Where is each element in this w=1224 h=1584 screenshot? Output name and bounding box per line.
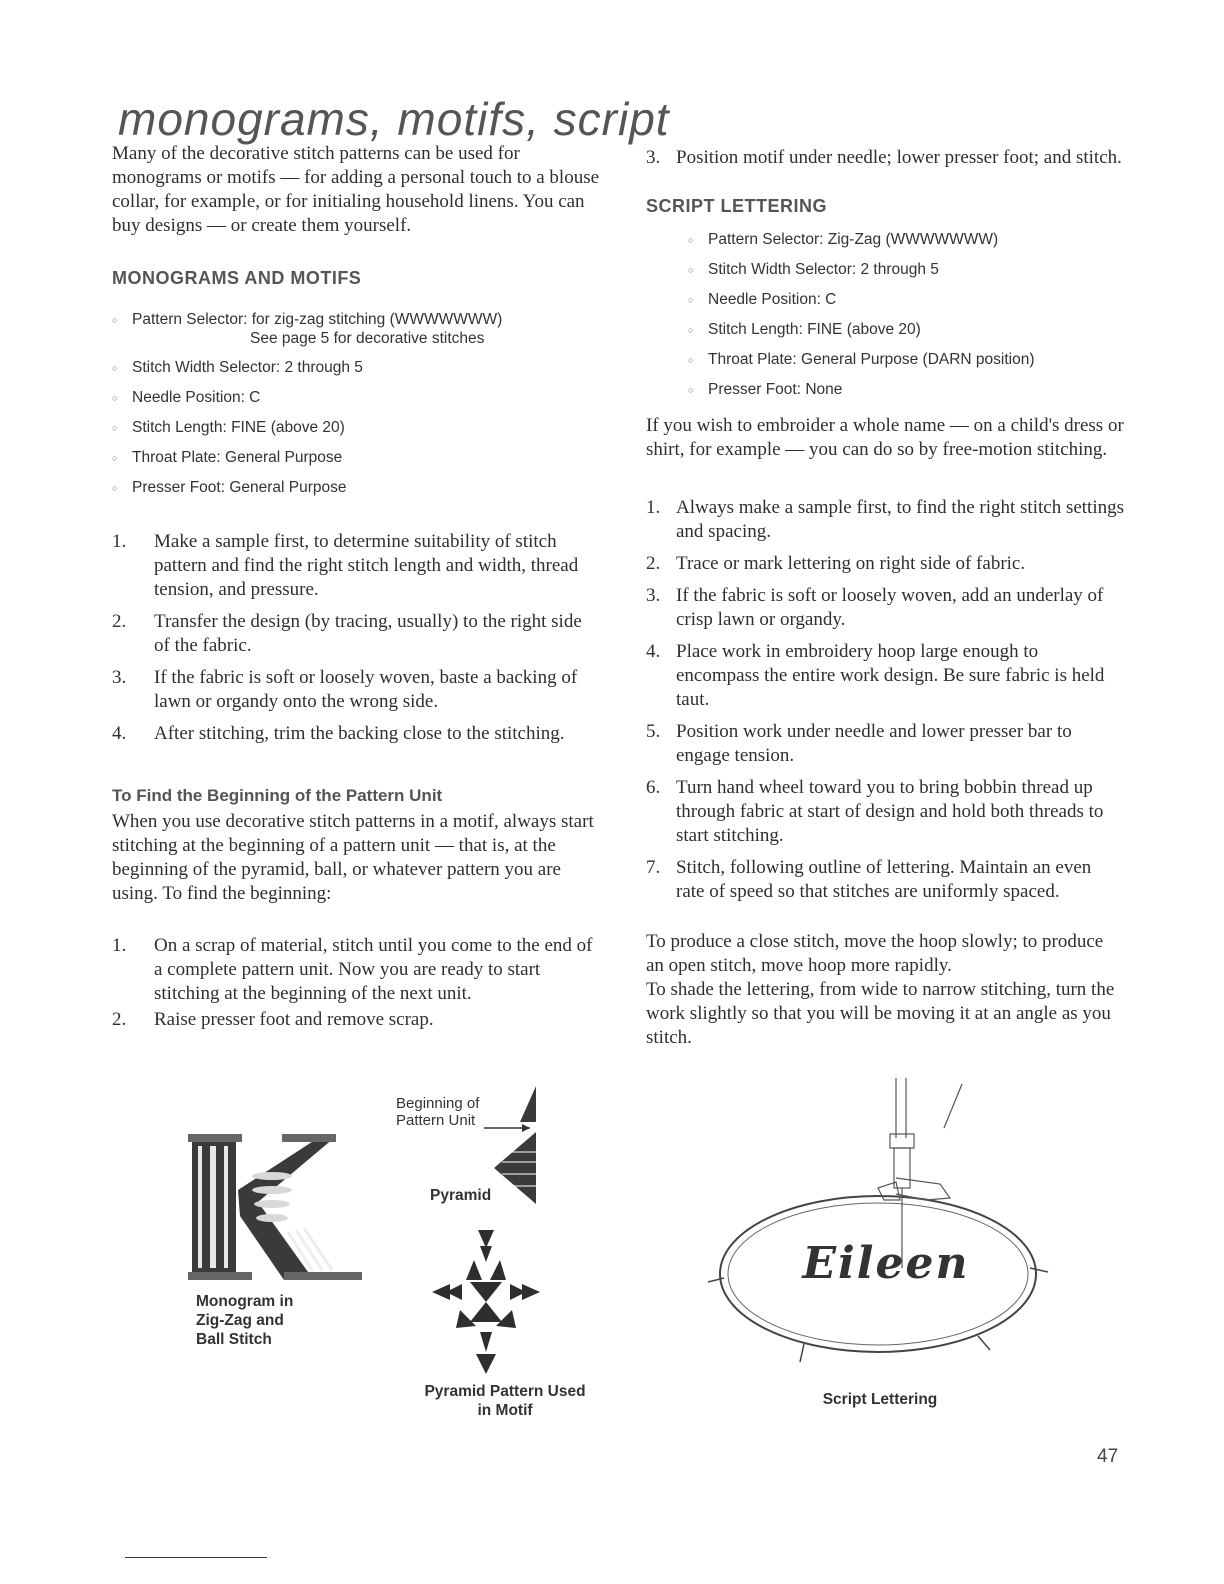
step-item: 1. Make a sample first, to determine suitability of stitch pattern and find the right stitch length and width, thread tension, and pressure. — [112, 531, 579, 600]
left-intro: Many of the decorative stitch patterns can be used for monograms or motifs — for adding a personal touch to a blouse collar, for example, or for initialing household linens. You can buy designs — or create them yourself. — [112, 143, 600, 236]
setting-item: ○ Presser Foot: None — [688, 380, 1118, 410]
step-item: 1. On a scrap of material, stitch until you come to the end of a complete pattern unit. Now you are ready to start stitching at the beginning of the next unit. — [112, 935, 593, 1004]
step-item: 3. If the fabric is soft or loosely woven, add an underlay of crisp lawn or organdy. — [646, 585, 1104, 630]
motif-step-3 — [646, 146, 1124, 178]
script-closing-2: To shade the lettering, from wide to narrow stitching, turn the work slightly so that you will be moving it at an angle as you stitch. — [646, 979, 1115, 1048]
script-closing-1: To produce a close stitch, move the hoop slowly; to produce an open stitch, move hoop more rapidly. — [646, 931, 1104, 976]
step-item: 2. Raise presser foot and remove scrap. — [112, 1009, 434, 1030]
setting-item: ○ Stitch Width Selector: 2 through 5 — [688, 260, 1118, 290]
pattern-unit-subheading: To Find the Beginning of the Pattern Unit — [112, 786, 443, 805]
step-item: 5. Position work under needle and lower presser bar to engage tension. — [646, 721, 1072, 766]
page-title: monograms, motifs, script — [118, 93, 670, 145]
settings-note: See page 5 for decorative stitches — [250, 330, 485, 347]
monograms-settings-list — [112, 310, 602, 508]
step-item: 4. Place work in embroidery hoop large enough to encompass the entire work design. Be sure fabric is held taut. — [646, 641, 1105, 710]
setting-item: ○ Pattern Selector: Zig-Zag (WWWWWWW) — [688, 230, 1118, 260]
step-item: 3. If the fabric is soft or loosely woven, baste a backing of lawn or organdy onto the wrong side. — [112, 667, 578, 712]
script-steps — [646, 496, 1124, 912]
monograms-heading: MONOGRAMS AND MOTIFS — [112, 268, 362, 288]
monograms-steps — [112, 530, 602, 754]
pattern-unit-intro: When you use decorative stitch patterns in a motif, always start stitching at the beginning of a pattern unit — that is, at the beginning of the pyramid, ball, or whatever pattern you are using. To find the beginning: — [112, 811, 594, 904]
setting-item: ○ Stitch Width Selector: 2 through 5 — [112, 358, 602, 388]
step-item: 1. Always make a sample first, to find the right stitch settings and spacing. — [646, 497, 1125, 542]
script-settings-list — [688, 230, 1118, 410]
page-number: 47 — [1097, 1446, 1119, 1467]
setting-item: ○ Presser Foot: General Purpose — [112, 478, 602, 508]
setting-item: ○ Throat Plate: General Purpose — [112, 448, 602, 478]
setting-item: ○ Throat Plate: General Purpose (DARN position) — [688, 350, 1118, 380]
step-item: 3. Position motif under needle; lower presser foot; and stitch. — [646, 147, 1122, 168]
monogram-illustration — [188, 1132, 364, 1282]
step-item: 6. Turn hand wheel toward you to bring bobbin thread up through fabric at start of design and hold both threads to start stitching. — [646, 777, 1104, 846]
setting-item: ○ Stitch Length: FINE (above 20) — [112, 418, 602, 448]
setting-item: ○ Needle Position: C — [688, 290, 1118, 320]
script-lettering-heading: SCRIPT LETTERING — [646, 196, 828, 216]
setting-item: ○ Stitch Length: FINE (above 20) — [688, 320, 1118, 350]
pyramid-caption: Pyramid Pattern Used in Motif — [424, 1383, 586, 1419]
setting-item: ○ Needle Position: C — [112, 388, 602, 418]
pattern-unit-steps — [112, 934, 602, 1040]
step-item: 4. After stitching, trim the backing close to the stitching. — [112, 723, 565, 744]
footer-rule — [125, 1557, 267, 1558]
script-caption: Script Lettering — [822, 1391, 938, 1408]
script-word: Eileen — [802, 1238, 970, 1289]
monogram-caption: Monogram in Zig-Zag and Ball Stitch — [196, 1293, 294, 1348]
pyramid-motif-illustration — [430, 1228, 542, 1376]
step-item: 2. Trace or mark lettering on right side of fabric. — [646, 553, 1026, 574]
beginning-label: Beginning of Pattern Unit — [396, 1095, 480, 1129]
step-item: 7. Stitch, following outline of lettering. Maintain an even rate of speed so that stitches are uniformly spaced. — [646, 857, 1092, 902]
step-item: 2. Transfer the design (by tracing, usually) to the right side of the fabric. — [112, 611, 582, 656]
script-intro: If you wish to embroider a whole name — on a child's dress or shirt, for example — you can do so by free-motion stitching. — [646, 415, 1124, 460]
script-hoop-illustration — [700, 1078, 1060, 1378]
setting-item: ○ Pattern Selector: for zig-zag stitching (WWWWWWW) — [112, 310, 602, 340]
pyramid-label: Pyramid — [430, 1187, 492, 1204]
